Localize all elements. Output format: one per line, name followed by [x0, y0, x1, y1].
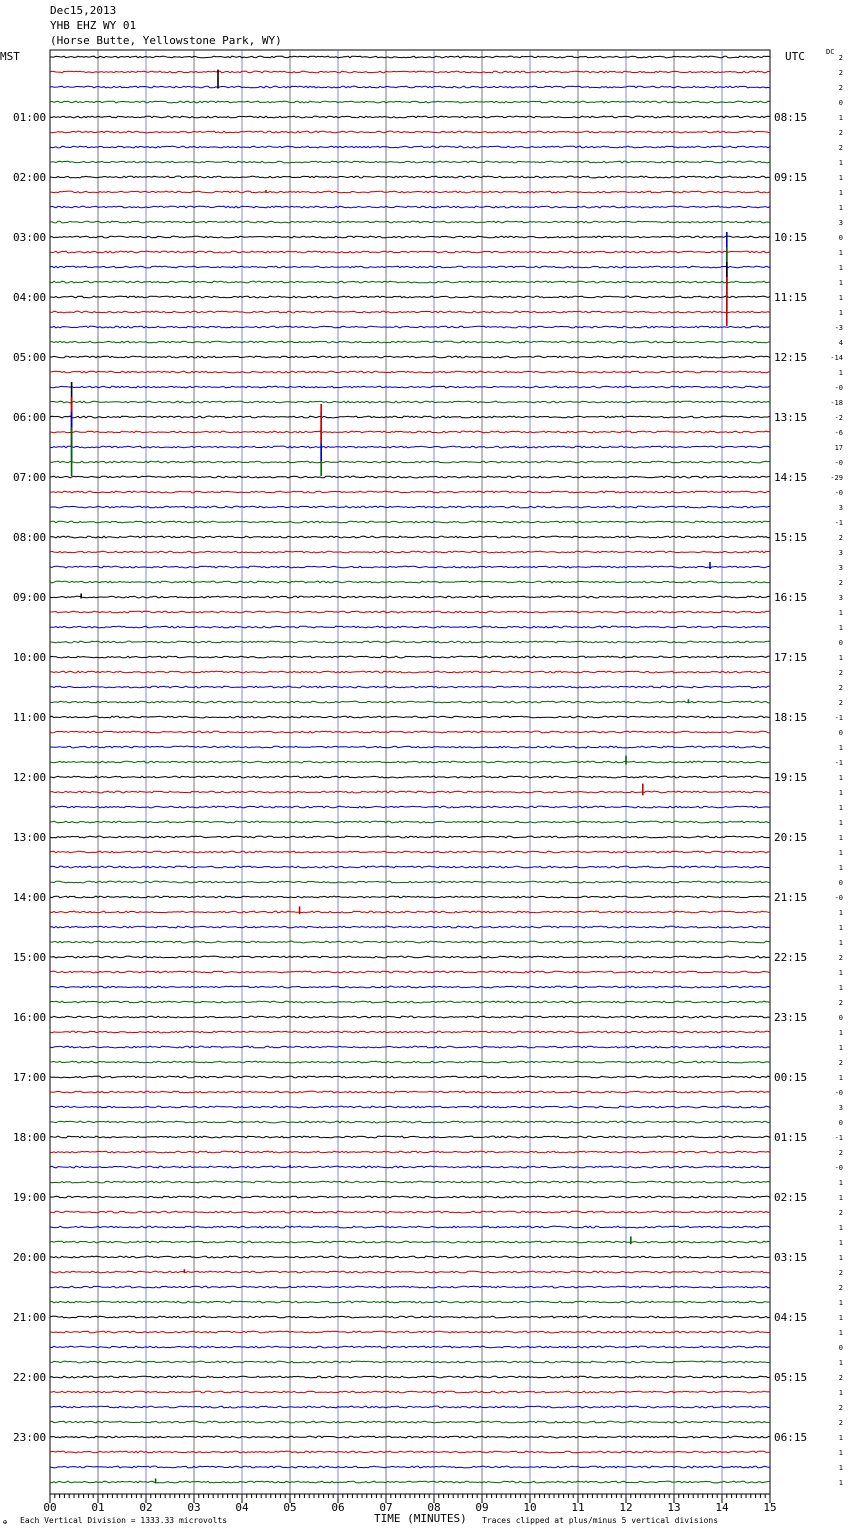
- trace-row-81: [50, 1271, 770, 1273]
- trace-row-34: [50, 566, 770, 568]
- dc-offset-label: 1: [838, 1479, 843, 1487]
- trace-row-77: [50, 1211, 770, 1213]
- trace-row-25: [50, 431, 770, 433]
- trace-row-31: [50, 521, 770, 523]
- trace-row-7: [50, 161, 770, 163]
- trace-row-43: [50, 701, 770, 703]
- logo-mark: ✠: [3, 1518, 8, 1526]
- dc-offset-label: 1: [838, 1449, 843, 1457]
- dc-offset-label: 2: [838, 1284, 843, 1292]
- trace-row-24: [50, 416, 770, 418]
- x-axis-tick-label: 04: [235, 1501, 249, 1514]
- trace-row-83: [50, 1301, 770, 1303]
- hour-label-mst: 03:00: [13, 231, 47, 244]
- trace-row-27: [50, 461, 770, 463]
- dc-offset-label: -0: [834, 384, 843, 392]
- dc-offset-label: -0: [834, 489, 843, 497]
- dc-offset-label: 2: [838, 54, 843, 62]
- trace-row-20: [50, 356, 770, 358]
- hour-label-mst: 22:00: [13, 1371, 47, 1384]
- trace-row-35: [50, 581, 770, 583]
- clip-note: Traces clipped at plus/minus 5 vertical divisions: [482, 1516, 719, 1525]
- trace-row-28: [50, 476, 770, 478]
- hour-label-utc: 18:15: [774, 711, 808, 724]
- trace-row-17: [50, 311, 770, 313]
- trace-row-89: [50, 1391, 770, 1393]
- hour-label-mst: 08:00: [13, 531, 47, 544]
- dc-offset-label: 2: [838, 144, 843, 152]
- hour-label-utc: 21:15: [774, 891, 808, 904]
- trace-row-26: [50, 446, 770, 448]
- dc-offset-label: 1: [838, 864, 843, 872]
- dc-offset-label: 1: [838, 1044, 843, 1052]
- dc-offset-label: 1: [838, 1314, 843, 1322]
- trace-row-70: [50, 1106, 770, 1108]
- dc-offset-label: 2: [838, 1059, 843, 1067]
- trace-row-16: [50, 296, 770, 298]
- dc-offset-label: 1: [838, 909, 843, 917]
- x-axis-tick-label: 11: [571, 1501, 585, 1514]
- trace-row-47: [50, 761, 770, 763]
- x-axis-tick-label: 14: [715, 1501, 729, 1514]
- dc-offset-label: 0: [838, 729, 843, 737]
- trace-row-65: [50, 1031, 770, 1033]
- dc-offset-label: -0: [834, 1164, 843, 1172]
- trace-row-29: [50, 491, 770, 493]
- trace-row-49: [50, 791, 770, 793]
- hour-label-mst: 07:00: [13, 471, 47, 484]
- trace-row-45: [50, 731, 770, 733]
- trace-row-54: [50, 866, 770, 868]
- dc-offset-label: 2: [838, 129, 843, 137]
- x-axis-tick-label: 15: [763, 1501, 777, 1514]
- dc-offset-label: 0: [838, 639, 843, 647]
- trace-row-58: [50, 926, 770, 928]
- dc-offset-label: 3: [838, 219, 843, 227]
- dc-offset-label: -0: [834, 894, 843, 902]
- hour-label-utc: 00:15: [774, 1071, 808, 1084]
- dc-offset-label: 3: [838, 549, 843, 557]
- hour-label-mst: 11:00: [13, 711, 47, 724]
- trace-row-90: [50, 1406, 770, 1408]
- trace-row-72: [50, 1136, 770, 1138]
- trace-row-69: [50, 1091, 770, 1093]
- hour-label-utc: 01:15: [774, 1131, 808, 1144]
- dc-offset-label: 1: [838, 1329, 843, 1337]
- dc-offset-label: -1: [834, 1134, 843, 1142]
- x-axis-tick-label: 02: [139, 1501, 153, 1514]
- trace-row-67: [50, 1061, 770, 1063]
- trace-row-50: [50, 806, 770, 808]
- trace-row-68: [50, 1076, 770, 1078]
- trace-row-10: [50, 206, 770, 208]
- hour-label-mst: 16:00: [13, 1011, 47, 1024]
- trace-row-73: [50, 1151, 770, 1153]
- hour-label-utc: 19:15: [774, 771, 808, 784]
- trace-row-42: [50, 686, 770, 688]
- trace-row-44: [50, 716, 770, 718]
- dc-offset-label: 2: [838, 1269, 843, 1277]
- trace-row-53: [50, 851, 770, 853]
- trace-row-37: [50, 611, 770, 613]
- x-axis-tick-label: 10: [523, 1501, 537, 1514]
- station-code: YHB EHZ WY 01: [50, 19, 137, 32]
- dc-offset-label: 1: [838, 1359, 843, 1367]
- dc-offset-label: 1: [838, 1434, 843, 1442]
- trace-row-62: [50, 986, 770, 988]
- hour-label-mst: 19:00: [13, 1191, 47, 1204]
- trace-row-71: [50, 1121, 770, 1123]
- trace-row-11: [50, 221, 770, 223]
- dc-offset-label: 1: [838, 819, 843, 827]
- trace-row-46: [50, 746, 770, 748]
- dc-offset-label: 2: [838, 1419, 843, 1427]
- dc-offset-label: 1: [838, 1194, 843, 1202]
- dc-offset-label: -1: [834, 759, 843, 767]
- trace-row-63: [50, 1001, 770, 1003]
- dc-offset-label: 1: [838, 789, 843, 797]
- dc-offset-label: 1: [838, 969, 843, 977]
- trace-row-76: [50, 1196, 770, 1198]
- dc-offset-label: 1: [838, 249, 843, 257]
- hour-label-mst: 18:00: [13, 1131, 47, 1144]
- trace-row-23: [50, 401, 770, 403]
- hour-label-utc: 02:15: [774, 1191, 808, 1204]
- hour-label-mst: 12:00: [13, 771, 47, 784]
- dc-offset-label: 1: [838, 849, 843, 857]
- hour-label-utc: 05:15: [774, 1371, 808, 1384]
- dc-offset-label: 1: [838, 834, 843, 842]
- hour-label-utc: 03:15: [774, 1251, 808, 1264]
- trace-row-30: [50, 506, 770, 508]
- dc-offset-label: 0: [838, 99, 843, 107]
- dc-offset-label: 1: [838, 279, 843, 287]
- trace-row-60: [50, 956, 770, 958]
- dc-offset-label: 2: [838, 69, 843, 77]
- trace-row-48: [50, 776, 770, 778]
- hour-label-utc: 04:15: [774, 1311, 808, 1324]
- trace-row-14: [50, 266, 770, 268]
- trace-row-88: [50, 1376, 770, 1378]
- trace-row-80: [50, 1256, 770, 1258]
- dc-offset-label: 0: [838, 1014, 843, 1022]
- x-axis-tick-label: 09: [475, 1501, 489, 1514]
- dc-offset-label: -0: [834, 1089, 843, 1097]
- hour-label-mst: 23:00: [13, 1431, 47, 1444]
- dc-offset-label: 3: [838, 564, 843, 572]
- hour-label-mst: 09:00: [13, 591, 47, 604]
- dc-offset-label: 1: [838, 1239, 843, 1247]
- dc-offset-label: 1: [838, 804, 843, 812]
- dc-offset-label: -1: [834, 519, 843, 527]
- dc-offset-label: 0: [838, 879, 843, 887]
- trace-row-38: [50, 626, 770, 628]
- trace-row-2: [50, 86, 770, 88]
- dc-offset-label: 2: [838, 684, 843, 692]
- dc-offset-label: 1: [838, 294, 843, 302]
- hour-label-mst: 10:00: [13, 651, 47, 664]
- dc-offset-label: 1: [838, 744, 843, 752]
- trace-row-57: [50, 911, 770, 913]
- trace-row-0: [50, 56, 770, 58]
- trace-row-91: [50, 1421, 770, 1423]
- trace-row-4: [50, 116, 770, 118]
- hour-label-utc: 23:15: [774, 1011, 808, 1024]
- trace-row-74: [50, 1166, 770, 1168]
- dc-offset-label: 1: [838, 309, 843, 317]
- trace-row-39: [50, 641, 770, 643]
- trace-row-75: [50, 1181, 770, 1183]
- dc-offset-label: 1: [838, 624, 843, 632]
- x-axis-tick-label: 06: [331, 1501, 345, 1514]
- dc-offset-label: 1: [838, 204, 843, 212]
- trace-row-13: [50, 251, 770, 253]
- dc-offset-label: 1: [838, 609, 843, 617]
- hour-label-mst: 20:00: [13, 1251, 47, 1264]
- hour-label-mst: 01:00: [13, 111, 47, 124]
- hour-label-mst: 15:00: [13, 951, 47, 964]
- hour-label-utc: 10:15: [774, 231, 808, 244]
- dc-offset-label: -14: [830, 354, 843, 362]
- hour-label-mst: 14:00: [13, 891, 47, 904]
- dc-offset-label: 1: [838, 939, 843, 947]
- dc-offset-label: 3: [838, 594, 843, 602]
- trace-row-78: [50, 1226, 770, 1228]
- trace-row-22: [50, 386, 770, 388]
- dc-offset-label: -2: [834, 414, 843, 422]
- trace-row-41: [50, 671, 770, 673]
- hour-label-mst: 21:00: [13, 1311, 47, 1324]
- dc-offset-label: 1: [838, 654, 843, 662]
- trace-row-33: [50, 551, 770, 553]
- dc-offset-label: 1: [838, 159, 843, 167]
- trace-row-3: [50, 101, 770, 103]
- trace-row-52: [50, 836, 770, 838]
- hour-label-utc: 11:15: [774, 291, 808, 304]
- dc-offset-label: -0: [834, 459, 843, 467]
- dc-offset-label: 2: [838, 669, 843, 677]
- hour-label-utc: 20:15: [774, 831, 808, 844]
- trace-row-95: [50, 1481, 770, 1483]
- trace-row-32: [50, 536, 770, 538]
- x-axis-tick-label: 13: [667, 1501, 681, 1514]
- trace-row-5: [50, 131, 770, 133]
- dc-offset-label: 2: [838, 1149, 843, 1157]
- right-timezone-label: UTC: [785, 50, 805, 63]
- trace-row-94: [50, 1466, 770, 1468]
- dc-header: DC: [826, 48, 835, 56]
- trace-row-8: [50, 176, 770, 178]
- dc-offset-label: 2: [838, 1374, 843, 1382]
- trace-row-66: [50, 1046, 770, 1048]
- dc-offset-label: 1: [838, 924, 843, 932]
- hour-label-utc: 14:15: [774, 471, 808, 484]
- hour-label-utc: 13:15: [774, 411, 808, 424]
- dc-offset-label: -29: [830, 474, 843, 482]
- x-axis-tick-label: 08: [427, 1501, 441, 1514]
- trace-row-18: [50, 326, 770, 328]
- x-axis-title: TIME (MINUTES): [374, 1512, 467, 1525]
- dc-offset-label: 2: [838, 1404, 843, 1412]
- hour-label-utc: 08:15: [774, 111, 808, 124]
- dc-offset-label: 3: [838, 1104, 843, 1112]
- dc-offset-label: 1: [838, 369, 843, 377]
- trace-row-64: [50, 1016, 770, 1018]
- dc-offset-label: 1: [838, 1299, 843, 1307]
- trace-row-1: [50, 71, 770, 73]
- dc-offset-label: -1: [834, 714, 843, 722]
- hour-label-mst: 13:00: [13, 831, 47, 844]
- dc-offset-label: 0: [838, 234, 843, 242]
- dc-offset-label: 2: [838, 84, 843, 92]
- dc-offset-label: -6: [834, 429, 843, 437]
- trace-row-56: [50, 896, 770, 898]
- trace-row-9: [50, 191, 770, 193]
- trace-row-12: [50, 236, 770, 238]
- hour-label-utc: 17:15: [774, 651, 808, 664]
- trace-row-36: [50, 596, 770, 598]
- x-axis-tick-label: 00: [43, 1501, 57, 1514]
- dc-offset-label: 2: [838, 699, 843, 707]
- trace-row-86: [50, 1346, 770, 1348]
- dc-offset-label: 1: [838, 1464, 843, 1472]
- trace-row-61: [50, 971, 770, 973]
- dc-offset-label: -18: [830, 399, 843, 407]
- dc-offset-label: 17: [834, 444, 843, 452]
- dc-offset-label: 1: [838, 1389, 843, 1397]
- trace-row-84: [50, 1316, 770, 1318]
- hour-label-mst: 06:00: [13, 411, 47, 424]
- dc-offset-label: 1: [838, 114, 843, 122]
- dc-offset-label: 4: [838, 339, 843, 347]
- trace-row-79: [50, 1241, 770, 1243]
- dc-offset-label: 1: [838, 774, 843, 782]
- dc-offset-label: 1: [838, 1029, 843, 1037]
- trace-row-82: [50, 1286, 770, 1288]
- plot-date: Dec15,2013: [50, 4, 117, 17]
- hour-label-mst: 02:00: [13, 171, 47, 184]
- dc-offset-label: 3: [838, 504, 843, 512]
- dc-offset-label: 1: [838, 1224, 843, 1232]
- hour-label-mst: 17:00: [13, 1071, 47, 1084]
- station-location: (Horse Butte, Yellowstone Park, WY): [50, 34, 282, 47]
- dc-offset-label: 1: [838, 1179, 843, 1187]
- x-axis-tick-label: 07: [379, 1501, 393, 1514]
- x-axis-tick-label: 03: [187, 1501, 201, 1514]
- dc-offset-label: 0: [838, 1119, 843, 1127]
- hour-label-mst: 05:00: [13, 351, 47, 364]
- dc-offset-label: 1: [838, 984, 843, 992]
- trace-row-85: [50, 1331, 770, 1333]
- trace-row-92: [50, 1436, 770, 1438]
- hour-label-utc: 09:15: [774, 171, 808, 184]
- x-axis-tick-label: 12: [619, 1501, 633, 1514]
- dc-offset-label: 1: [838, 189, 843, 197]
- dc-offset-label: -3: [834, 324, 843, 332]
- dc-offset-label: 2: [838, 1209, 843, 1217]
- trace-row-19: [50, 341, 770, 343]
- dc-offset-label: 2: [838, 534, 843, 542]
- hour-label-mst: 04:00: [13, 291, 47, 304]
- trace-row-87: [50, 1361, 770, 1363]
- trace-row-15: [50, 281, 770, 283]
- trace-row-55: [50, 881, 770, 883]
- hour-label-utc: 16:15: [774, 591, 808, 604]
- dc-offset-label: 1: [838, 1254, 843, 1262]
- trace-row-40: [50, 656, 770, 658]
- left-timezone-label: MST: [0, 50, 20, 63]
- trace-row-51: [50, 821, 770, 823]
- hour-label-utc: 15:15: [774, 531, 808, 544]
- dc-offset-label: 0: [838, 1344, 843, 1352]
- x-axis-tick-label: 01: [91, 1501, 105, 1514]
- dc-offset-label: 1: [838, 1074, 843, 1082]
- dc-offset-label: 2: [838, 579, 843, 587]
- hour-label-utc: 22:15: [774, 951, 808, 964]
- scale-note: Each Vertical Division = 1333.33 microvolts: [20, 1516, 228, 1525]
- trace-row-59: [50, 941, 770, 943]
- trace-row-93: [50, 1451, 770, 1453]
- hour-label-utc: 12:15: [774, 351, 808, 364]
- dc-offset-label: 2: [838, 999, 843, 1007]
- trace-row-6: [50, 146, 770, 148]
- x-axis-tick-label: 05: [283, 1501, 297, 1514]
- dc-offset-label: 2: [838, 954, 843, 962]
- dc-offset-label: 1: [838, 174, 843, 182]
- hour-label-utc: 06:15: [774, 1431, 808, 1444]
- dc-offset-label: 1: [838, 264, 843, 272]
- trace-row-21: [50, 371, 770, 373]
